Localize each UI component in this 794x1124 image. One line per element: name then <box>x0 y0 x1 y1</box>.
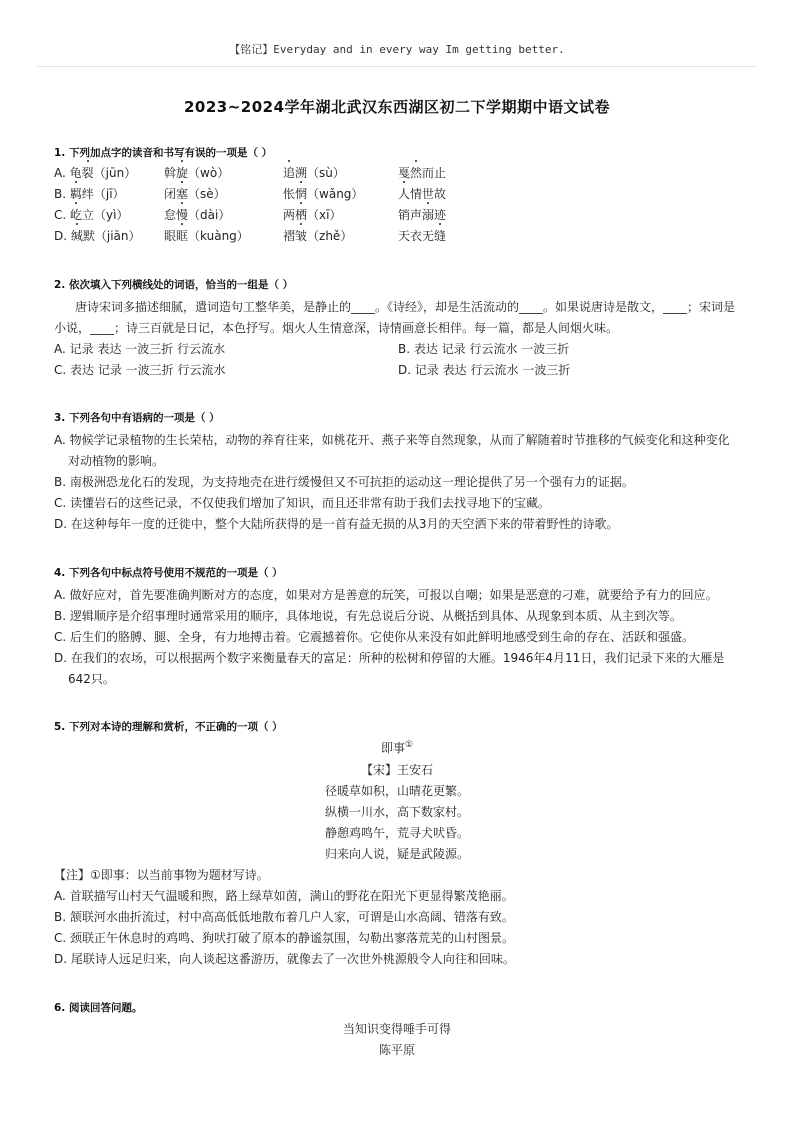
word-text: （wò） <box>188 166 230 180</box>
question-1-option-d-word-1 <box>54 227 141 244</box>
question-3-option-d: D. 在这种每年一度的迁徙中，整个大陆所获得的是一首有益无损的从3月的天空洒下来的带着野性的诗歌。 <box>54 517 619 531</box>
question-4-option-c: C. 后生们的胳膊、腿、全身，有力地搏击着。它震撼着你。它使你从来没有如此鲜明地感受到生命的存在、活跃和强盛。 <box>54 630 695 644</box>
emphasized-character: 溺 <box>422 208 435 222</box>
article-title: 当知识变得唾手可得 <box>342 1022 451 1036</box>
poem-title-text: 即事 <box>380 741 405 755</box>
question-4-stem: 4. 下列各句中标点符号使用不规范的一项是（ ） <box>54 567 283 579</box>
question-1-option-c-word-1 <box>54 206 128 223</box>
question-2-option-c: C. 表达 记录 一波三折 行云流水 <box>54 363 226 377</box>
emphasized-character: 皱 <box>295 229 308 243</box>
emphasized-character: 塞 <box>176 187 189 201</box>
question-1-option-label: C. <box>54 208 71 222</box>
question-1-option-label: B. <box>54 187 70 201</box>
emphasized-character: 裂 <box>81 166 94 180</box>
question-4-option-b: B. 逻辑顺序是介绍事理时通常采用的顺序，具体地说，有先总说后分说、从概括到具体、从现象到本质、从主到次等。 <box>54 609 682 623</box>
question-6-stem: 6. 阅读回答问题。 <box>54 1002 143 1014</box>
poem-title-note-mark: ① <box>404 740 414 750</box>
question-5-option-d: D. 尾联诗人远足归来，向人谈起这番游历，就像去了一次世外桃源般令人向往和回味。 <box>54 952 515 966</box>
word-text: 褶 <box>283 229 296 243</box>
question-1-option-a-word-4 <box>398 164 446 181</box>
emphasized-character: 人 <box>398 187 411 201</box>
article-author: 陈平原 <box>378 1043 415 1057</box>
question-2-option-b: B. 表达 记录 行云流水 一波三折 <box>398 342 570 356</box>
word-text: （dài） <box>188 208 231 222</box>
question-3-option-c: C. 读懂岩石的这些记录，不仅使我们增加了知识，而且还非常有助于我们去找寻地下的宝藏。 <box>54 496 551 510</box>
word-text: （sè） <box>188 187 226 201</box>
word-text: 闭 <box>164 187 177 201</box>
question-5-option-a: A. 首联描写山村天气温暖和煦，路上绿草如茵，满山的野花在阳光下更显得繁茂艳丽。 <box>54 889 514 903</box>
word-text: 戛 <box>398 166 411 180</box>
question-2-option-d: D. 记录 表达 行云流水 一波三折 <box>398 363 571 377</box>
poem-line-1: 径暖草如积，山晴花更繁。 <box>324 784 469 798</box>
emphasized-character: 然 <box>410 166 423 180</box>
poem-line-2: 纵横一川水，高下数家村。 <box>324 805 469 819</box>
question-1-option-a-word-1 <box>54 164 136 181</box>
question-2-stem: 2. 依次填入下列横线处的词语，恰当的一组是（ ） <box>54 279 294 291</box>
emphasized-character: 追 <box>283 166 296 180</box>
header-motto: 【铭记】Everyday and in every way Im getting better. <box>229 43 565 56</box>
word-text: 眼 <box>164 229 177 243</box>
question-1-option-d-word-2 <box>164 227 249 244</box>
word-text: （zhě） <box>307 229 353 243</box>
word-text: 而止 <box>422 166 447 180</box>
word-text: 怅 <box>283 187 296 201</box>
emphasized-character: 栖 <box>295 208 308 222</box>
word-text: 溯（sù） <box>295 166 345 180</box>
word-text: 怠 <box>164 208 177 222</box>
emphasized-character: 眶 <box>176 229 189 243</box>
question-2-passage-line-1: 唐诗宋词多描述细腻，遣词造句工整华美，是静止的____。《诗经》，却是生活流动的____。如果说唐诗是散文，____；宋词是 <box>75 300 736 314</box>
question-1-option-c-word-4 <box>398 206 446 223</box>
word-text: （xī） <box>307 208 342 222</box>
question-1-option-b-word-2 <box>164 185 226 202</box>
question-1-option-d-word-3 <box>283 227 352 244</box>
header-divider <box>37 66 757 67</box>
question-2-passage-line-2: 小说，____；诗三百就是日记，本色抒写。烟火人生情意深，诗情画意长相伴。每一篇，都是人间烟火味。 <box>54 321 619 335</box>
emphasized-character: 旋 <box>176 166 189 180</box>
question-5-option-c: C. 颈联正午休息时的鸡鸣、狗吠打破了原本的静谧氛围，勾勒出寥落荒芜的山村图景。 <box>54 931 515 945</box>
question-1-option-b-word-3 <box>283 185 363 202</box>
poem-note: 【注】①即事：以当前事物为题材写诗。 <box>54 868 269 882</box>
question-1-option-c-word-3 <box>283 206 341 223</box>
word-text: 斡 <box>164 166 177 180</box>
question-3-option-a-line-1: A. 物候学记录植物的生长荣枯，动物的养育往来，如桃花开、燕子来等自然现象，从而了解随着时节推移的气候变化和这种变化 <box>54 433 730 447</box>
question-1-stem: 1. 下列加点字的读音和书写有误的一项是（ ） <box>54 147 273 159</box>
page-title: 2023~2024学年湖北武汉东西湖区初二下学期期中语文试卷 <box>183 98 611 116</box>
emphasized-character: 缄 <box>70 229 83 243</box>
question-1-option-label: A. <box>54 166 70 180</box>
question-4-option-d-line-1: D. 在我们的农场，可以根据两个数字来衡量春天的富足：所种的松树和停留的大雁。1946年4月11日，我们记录下来的大雁是 <box>54 651 725 665</box>
word-text: 默（jiān） <box>82 229 141 243</box>
word-text: 迹 <box>434 208 447 222</box>
emphasized-character: 屹 <box>70 208 83 222</box>
poem-line-4: 归来向人说，疑是武陵源。 <box>324 847 469 861</box>
word-text: 天衣无 <box>398 229 435 243</box>
poem-line-3: 静憩鸡鸣午，荒寻犬吠昏。 <box>324 826 469 840</box>
poem-author: 【宋】王安石 <box>360 763 433 777</box>
question-3-option-a-line-2: 对动植物的影响。 <box>68 454 165 468</box>
word-text: 龟 <box>69 166 82 180</box>
question-4-option-d-line-2: 642只。 <box>68 672 115 686</box>
question-2-option-a: A. 记录 表达 一波三折 行云流水 <box>54 342 226 356</box>
emphasized-character: 惘 <box>295 187 308 201</box>
question-5-option-b: B. 颔联河水曲折流过，村中高高低低地散布着几户人家，可谓是山水高阔、错落有致。 <box>54 910 514 924</box>
question-1-option-label: D. <box>54 229 71 243</box>
poem-title <box>0 739 794 756</box>
word-text: 绊（jī） <box>81 187 125 201</box>
question-1-option-b-word-4 <box>398 185 446 202</box>
word-text: （wǎng） <box>307 187 364 201</box>
word-text: 情世故 <box>410 187 447 201</box>
emphasized-character: 缝 <box>434 229 447 243</box>
question-1-option-a-word-3 <box>283 164 345 181</box>
word-text: 销声 <box>398 208 423 222</box>
word-text: （jūn） <box>93 166 137 180</box>
word-text: 两 <box>283 208 296 222</box>
question-1-option-d-word-4 <box>398 227 446 244</box>
question-4-option-a: A. 做好应对，首先要准确判断对方的态度，如果对方是善意的玩笑，可报以自嘲；如果是恶意的刁难，就要给予有力的回应。 <box>54 588 718 602</box>
word-text: （kuàng） <box>188 229 249 243</box>
question-1-option-a-word-2 <box>164 164 229 181</box>
question-3-stem: 3. 下列各句中有语病的一项是（ ） <box>54 412 220 424</box>
question-1-option-c-word-2 <box>164 206 230 223</box>
question-5-stem: 5. 下列对本诗的理解和赏析，不正确的一项（ ） <box>54 721 283 733</box>
emphasized-character: 羁 <box>69 187 82 201</box>
word-text: 立（yì） <box>82 208 129 222</box>
question-1-option-b-word-1 <box>54 185 125 202</box>
question-3-option-b: B. 南极洲恐龙化石的发现，为支持地壳在进行缓慢但又不可抗拒的运动这一理论提供了另一个强有力的证据。 <box>54 475 634 489</box>
emphasized-character: 慢 <box>176 208 189 222</box>
